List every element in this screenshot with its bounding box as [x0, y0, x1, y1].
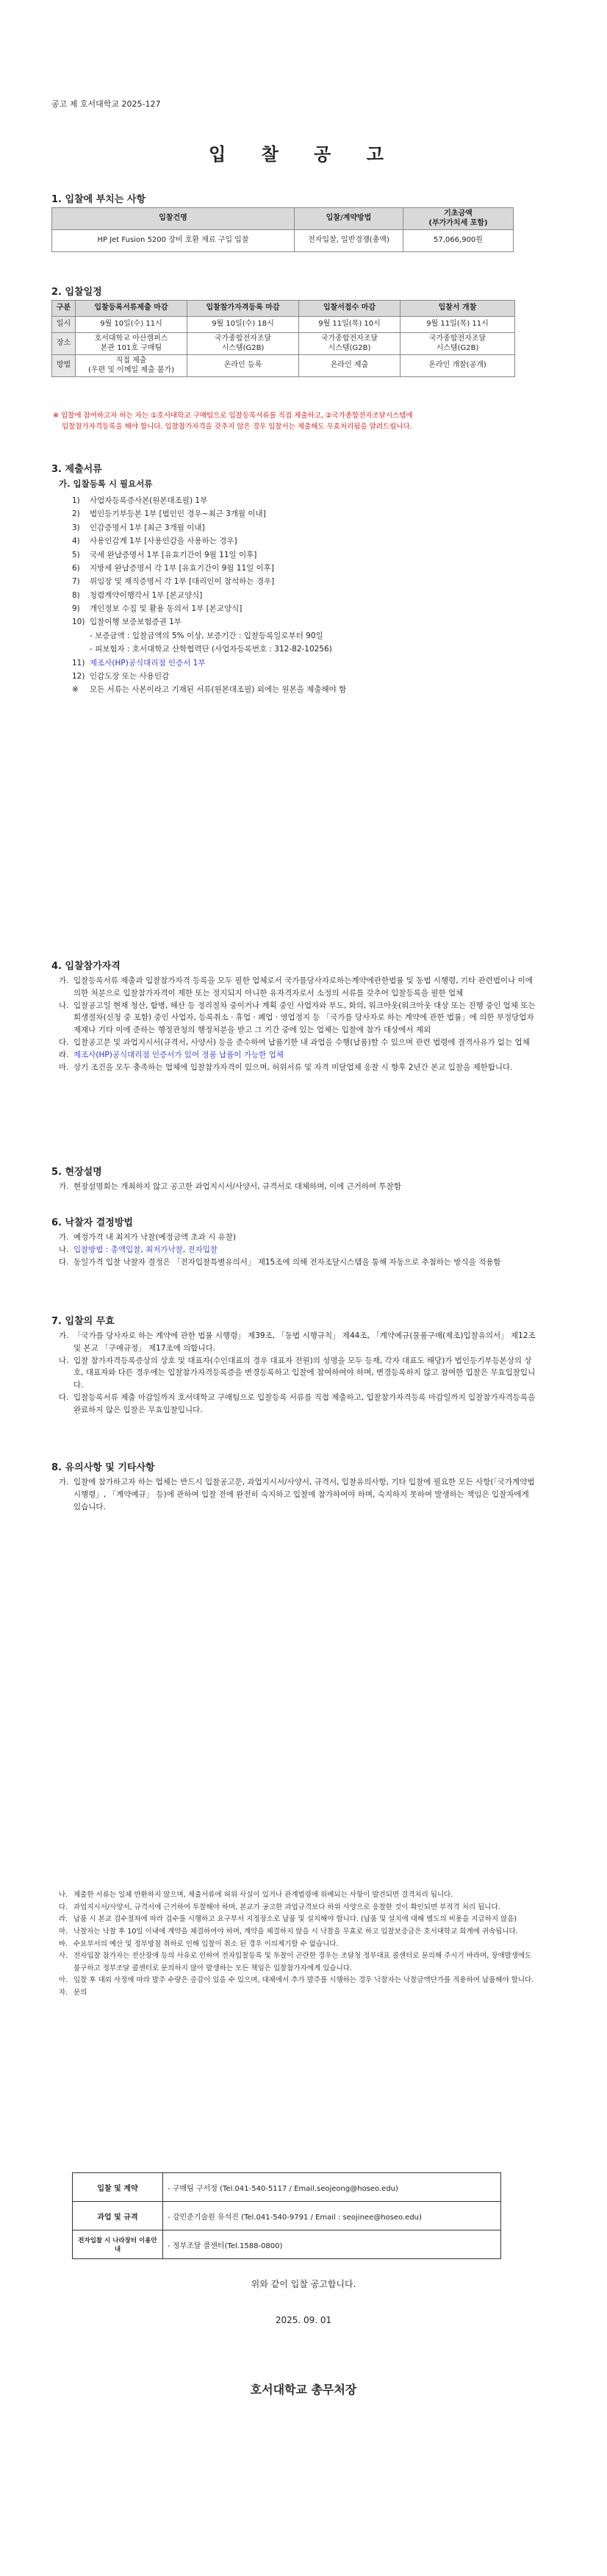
item-text: 입찰공고일 현재 청산, 합병, 해산 등 정리절차 중이거나 계획 중인 사업자와 부도, 화의, 워크아웃(워크아웃 대상 또는 진행 중인 업체 또는 회생절차(신청 중 포함) 중인 사업자, 등록취소 · 휴업 · 폐업 · 영업정지 등 「국가를 당사자로 하는 계약에 관한 법률」에 의한 부정당업자 제재나 기타 이에 준하는 행정관청의 행정처분을 받고 그 기간 중에 있는 업체는 입찰에 참가 대상에서 제외 — [73, 1001, 536, 1035]
item-text: 입찰에 참가하고자 하는 업체는 반드시 입찰공고문, 과업지시서/사양서, 규격서, 입찰유의사항, 기타 입찰에 필요한 모든 사항(「국가계약법시행령」, 「계약예규」 등)에 관하여 입찰 전에 완전히 숙지하고 입찰에 참가하여야 하며, 숙지하지 못하여 발생하는 책임은 입찰자에게 있습니다. — [73, 1478, 535, 1511]
col-header — [403, 208, 514, 230]
list-item — [59, 1062, 536, 1074]
item-marker: 다. — [59, 1257, 69, 1267]
item-marker: 9) — [72, 604, 80, 613]
item-text: 문의 — [73, 1989, 87, 1997]
list-item — [59, 1037, 536, 1049]
list-item — [72, 494, 535, 507]
contact-value: - 구매팀 구서정 (Tel.041-540-5117 / Email.seojeong@hoseo.edu) — [163, 2173, 501, 2202]
list-item — [59, 1392, 536, 1417]
item-marker: 나. — [59, 1356, 69, 1365]
item-marker: 가. — [59, 1233, 69, 1242]
notes-list-first — [59, 1476, 536, 1513]
table-cell: 온라인 제출 — [299, 355, 401, 377]
item-text: 사용인감계 1부 [사용인감을 사용하는 경우] — [90, 537, 237, 546]
list-item — [72, 615, 535, 629]
item-marker: 2) — [72, 509, 80, 519]
item-text: 동일가격 입찰 낙찰자 결정은 「전자입찰특별유의서」 제15조에 의해 전자조달시스템을 통해 자동으로 추첨하는 방식을 적용함 — [73, 1257, 501, 1267]
item-text: 현장설명회는 개최하지 않고 공고한 과업지시서/사양서, 규격서로 대체하며, 이에 근거하여 투찰함 — [73, 1182, 401, 1191]
schedule-table — [51, 300, 514, 377]
item-marker: 다. — [59, 1037, 69, 1047]
item-marker: 가. — [59, 1331, 69, 1340]
list-item — [72, 602, 535, 615]
row-label: 장소 — [52, 333, 76, 355]
item-text: 수요부서의 예산 및 정부방침 취하로 인해 입찰이 취소 된 경우 이의제기할 수 없습니다. — [73, 1939, 339, 1948]
col-header: 입찰서접수 마감 — [299, 301, 401, 317]
item-marker: 다. — [59, 1392, 69, 1402]
list-item — [72, 670, 535, 683]
table-cell: 9월 11일(목) 11시 — [401, 317, 515, 333]
required-documents-list — [72, 494, 535, 697]
table-cell: 57,066,900원 — [403, 230, 514, 252]
item-marker — [72, 629, 90, 643]
list-item — [72, 562, 535, 575]
list-item — [59, 1987, 536, 2000]
item-marker: 아. — [59, 1976, 68, 1985]
eligibility-list — [59, 975, 536, 1073]
item-text: 위임장 및 재직증명서 각 1부 [대리인이 참석하는 경우] — [90, 577, 275, 587]
item-text: 입찰공고문 및 과업지시서(규격서, 사양서) 등을 준수하여 납품기한 내 과업을 수행(납품)할 수 있으며 관련 법령에 결격사유가 없는 업체 — [73, 1037, 530, 1047]
table-cell: 9월 11일(목) 10시 — [299, 317, 401, 333]
item-text: 「국가를 당사자로 하는 계약에 관한 법률 시행령」 제39조, 「동법 시행규칙」 제44조, 「계약예규(물품구매(제조)입찰유의서」 제12조 및 본교 「구매규정」 제17조에 의합니다. — [73, 1331, 536, 1353]
table-cell: 직접 제출 (우편 및 이메일 제출 불가) — [76, 355, 187, 377]
item-text: 입찰이행 보증보험증권 1부 — [90, 618, 182, 627]
item-marker: ※ — [72, 685, 79, 695]
table-cell: 국가종합전자조달 시스템(G2B) — [401, 333, 515, 355]
closing-statement: 위와 같이 입찰 공고합니다. — [251, 2279, 356, 2289]
list-item — [72, 683, 535, 696]
col-header: 입찰/계약방법 — [295, 208, 403, 230]
item-marker: 사. — [59, 1952, 68, 1961]
item-marker: 1) — [72, 496, 80, 505]
table-cell: 국가종합전자조달 시스템(G2B) — [187, 333, 299, 355]
section-7-heading: 7. 입찰의 무효 — [51, 1316, 115, 1327]
list-item — [72, 589, 535, 602]
list-item — [72, 656, 535, 670]
section-4-heading: 4. 입찰참가자격 — [51, 961, 121, 972]
col-header: 구분 — [52, 301, 76, 317]
item-marker: 8) — [72, 590, 80, 600]
item-text: 낙찰자는 낙찰 후 10일 이내에 계약을 체결하여야 하며, 계약을 체결하지 않을 시 낙찰을 무효로 하고 입찰보증금은 호서대학교 회계에 귀속됩니다. — [73, 1927, 518, 1936]
item-text: 개인정보 수집 및 활용 동의서 1부 [본교양식] — [90, 604, 243, 613]
item-marker — [72, 643, 90, 656]
contact-value: - 강민준기술원 유석진 (Tel.041-540-9791 / Email : seojinee@hoseo.edu) — [163, 2202, 501, 2230]
list-item — [59, 1950, 536, 1975]
item-marker: 4) — [72, 537, 80, 546]
col-header: 입찰건명 — [52, 208, 295, 230]
list-item — [72, 643, 535, 656]
section-1-heading: 1. 입찰에 부치는 사항 — [51, 194, 146, 205]
table-cell: HP Jet Fusion 5200 장비 호환 재료 구입 입찰 — [52, 230, 295, 252]
notice-date: 2025. 09. 01 — [275, 2315, 332, 2325]
item-text: 예정가격 내 최저가 낙찰(예정금액 초과 시 유찰) — [73, 1233, 236, 1242]
item-text: - 보증금액 : 입찰금액의 5% 이상, 보증기간 : 입찰등록일로부터 90일 — [90, 631, 323, 640]
row-label: 일시 — [52, 317, 76, 333]
item-text: 모든 서류는 사본이라고 기재된 서류(원본대조필) 외에는 원본을 제출해야 함 — [90, 685, 347, 695]
page-title: 입 찰 공 고 — [209, 144, 398, 165]
contact-label: 과업 및 규격 — [73, 2202, 163, 2230]
item-marker: 마. — [59, 1927, 68, 1936]
section-2-heading: 2. 입찰일정 — [51, 287, 102, 298]
item-text: 인감증명서 1부 [최근 3개월 이내] — [90, 523, 205, 532]
item-text: 청렴계약이행각서 1부 [본교양식] — [90, 590, 203, 600]
contact-label: 입찰 및 계약 — [73, 2173, 163, 2202]
col-header: 입찰등록서류제출 마감 — [76, 301, 187, 317]
item-text: 입찰등록서류 제출 마감일까지 호서대학교 구매팀으로 입찰등록 서류를 직접 제출하고, 입찰참가자격등록 마감일까지 입찰참가자격등록을 완료하지 않은 입찰은 무효입찰입니다. — [73, 1392, 536, 1414]
item-marker: 12) — [72, 671, 85, 681]
section-3-heading: 3. 제출서류 — [51, 464, 102, 475]
list-item — [59, 1181, 536, 1193]
list-item — [59, 1914, 536, 1926]
list-item — [59, 1244, 536, 1256]
item-marker: 라. — [59, 1050, 69, 1059]
item-marker: 바. — [59, 1939, 68, 1948]
item-text: 납품 시 본교 검수절차에 따라 검수를 시행하고 요구부서 지정장소로 납품 및 설치해야 합니다. (납품 및 설치에 대해 별도의 비용을 지급하지 않음) — [73, 1915, 517, 1924]
table-cell: 전자입찰, 일반경쟁(총액) — [295, 230, 403, 252]
item-text: 전자입찰 참가자는 전산장애 등의 사유로 인하여 전자입찰등록 및 투찰이 곤란한 경우는 조달청 정부대표 콜센터로 문의해 주시기 바라며, 장애발생에도 불구하고 정부조달 콜센터로 문의하지 않아 발생하는 모든 책임은 입찰참가자에게 있습니다. — [73, 1952, 532, 1972]
item-text: 지방세 완납증명서 각 1부 [유효기간이 9월 11일 이후] — [90, 563, 274, 573]
list-item — [72, 507, 535, 520]
item-text: 제조사(HP)공식대리점 인증서가 있어 정품 납품이 가능한 업체 — [73, 1050, 284, 1059]
list-item — [72, 575, 535, 588]
table-cell: 온라인 개찰(공개) — [401, 355, 515, 377]
list-item — [72, 521, 535, 534]
list-item — [59, 1902, 536, 1914]
item-marker: 나. — [59, 1245, 69, 1254]
contact-table — [72, 2172, 501, 2259]
item-text: 제출한 서류는 일체 반환하지 않으며, 제출서류에 허위 사실이 있거나 관계법령에 위배되는 사항이 발견되면 결격처리 됩니다. — [73, 1891, 453, 1899]
item-text: 제조사(HP)공식대리점 인증서 1부 — [90, 658, 206, 668]
item-text: 법인등기부등본 1부 [법인인 경우~최근 3개월 이내] — [90, 509, 266, 519]
section-6-heading: 6. 낙찰자 결정방법 — [51, 1217, 133, 1228]
bid-item-table — [51, 207, 513, 252]
item-text: - 피보험자 : 호서대학교 산학협력단 (사업자등록번호 : 312-82-10256) — [90, 645, 332, 654]
item-marker: 3) — [72, 523, 80, 532]
list-item — [59, 1000, 536, 1037]
item-text: 입찰 후 대외 사정에 따라 발주 수량은 증감이 있을 수 있으며, 대체에서 추가 발주를 시행하는 경우 낙찰자는 낙찰금액단가를 적용하여 납품해야 합니다. — [73, 1976, 534, 1985]
list-item — [59, 1231, 536, 1244]
item-text: 과업지시서/사양서, 규격서에 근거하여 투찰해야 하며, 본교가 공고한 과업규격보다 하위 사양으로 응찰한 것이 확인되면 부적격 처리 됩니다. — [73, 1903, 500, 1911]
item-marker: 11) — [72, 658, 85, 668]
table-cell: 국가종합전자조달 시스템(G2B) — [299, 333, 401, 355]
list-item — [59, 1256, 536, 1269]
item-text: 입찰방법 : 총액입찰, 최저가낙찰, 전자입찰 — [73, 1245, 218, 1254]
item-marker: 7) — [72, 577, 80, 587]
item-text: 입찰등록서류 제출과 입찰참가자격 등록을 모두 필한 업체로서 국가를당사자로하는계약에관한법률 및 동법 시행령, 기타 관련법이나 이에 의한 처분으로 입찰참가자격이 제한 또는 정지되지 아니한 유자격자로서 소정의 서류를 갖추어 입찰등록을 필한 업체 — [73, 976, 533, 998]
list-item — [59, 1355, 536, 1392]
section-3-subheading: 가. 입찰등록 시 필요서류 — [59, 479, 153, 489]
item-text: 사업자등록증사본(원본대조필) 1부 — [90, 496, 208, 505]
item-marker: 다. — [59, 1903, 68, 1911]
list-item — [59, 1926, 536, 1939]
section-8-heading: 8. 유의사항 및 기타사항 — [51, 1462, 155, 1473]
item-text: 국세 완납증명서 1부 [유효기간이 9월 11일 이후] — [90, 550, 257, 559]
table-cell: 9월 10일(수) 11시 — [76, 317, 187, 333]
item-marker: 나. — [59, 1891, 68, 1899]
table-cell: 9월 10일(수) 18시 — [187, 317, 299, 333]
col-header: 입찰서 개찰 — [401, 301, 515, 317]
list-item — [59, 1476, 536, 1513]
schedule-note-line-1: ※ 입찰에 참여하고자 하는 자는 ①호서대학교 구매팀으로 입찰등록서류를 직접 제출하고, ②국가종합전자조달시스템에 — [53, 412, 413, 420]
list-item — [59, 1975, 536, 1987]
item-marker: 가. — [59, 976, 69, 985]
notice-number: 공고 제 호서대학교 2025-127 — [51, 99, 161, 109]
item-text: 인감도장 또는 사용인감 — [90, 671, 170, 681]
contact-value: - 정부조달 콜센터(Tel.1588-0800) — [163, 2230, 501, 2259]
award-method-list — [59, 1231, 536, 1268]
item-text: 상기 조건을 모두 충족하는 업체에 입찰참가자격이 있으며, 허위서류 및 자격 미달업체 응찰 시 향후 2년간 본교 입찰을 제한합니다. — [73, 1062, 513, 1072]
item-marker: 5) — [72, 550, 80, 559]
site-briefing-list — [59, 1181, 536, 1193]
item-marker: 나. — [59, 1001, 69, 1010]
section-5-heading: 5. 현장설명 — [51, 1167, 102, 1178]
contact-label: 전자입찰 시 나라장터 이용안내 — [73, 2230, 163, 2259]
item-marker: 라. — [59, 1915, 68, 1924]
item-marker: 가. — [59, 1182, 69, 1191]
table-cell: 호서대학교 아산캠퍼스 본관 101호 구매팀 — [76, 333, 187, 355]
item-marker: 가. — [59, 1478, 69, 1486]
item-marker: 마. — [59, 1062, 69, 1072]
notes-list-rest — [59, 1889, 536, 2000]
list-item — [72, 629, 535, 643]
list-item — [59, 1049, 536, 1062]
item-marker: 자. — [59, 1989, 68, 1997]
item-marker: 6) — [72, 563, 80, 573]
list-item — [59, 1889, 536, 1902]
issuer-name: 호서대학교 총무처장 — [250, 2383, 357, 2397]
schedule-note-line-2: 입찰참가자격등록을 해야 합니다. 입찰참가자격을 갖추지 않은 경우 입찰서는 제출해도 무효처리됨을 알려드립니다. — [62, 423, 412, 431]
list-item — [59, 975, 536, 1000]
list-item — [59, 1330, 536, 1355]
table-cell: 온라인 등록 — [187, 355, 299, 377]
item-marker: 10) — [72, 618, 85, 627]
col-header-line: 기초금액 (부가가치세 포함) — [428, 210, 488, 227]
list-item — [72, 534, 535, 548]
col-header: 입찰참가자격등록 마감 — [187, 301, 299, 317]
list-item — [72, 548, 535, 562]
row-label: 방법 — [52, 355, 76, 377]
list-item — [59, 1939, 536, 1951]
item-text: 입찰 참가자격등록증상의 상호 및 대표자(수인대표의 경우 대표자 전원)의 성명을 모두 등재, 각자 대표도 해당)가 법인등기부등본상의 상호, 대표자와 다른 경우에는 입찰참가자격등록증을 변경등록하고 입찰에 참여하여야 하며, 변경등록하지 않고 참여한 입찰은 무효입찰입니다. — [73, 1356, 536, 1390]
invalid-bid-list — [59, 1330, 536, 1417]
